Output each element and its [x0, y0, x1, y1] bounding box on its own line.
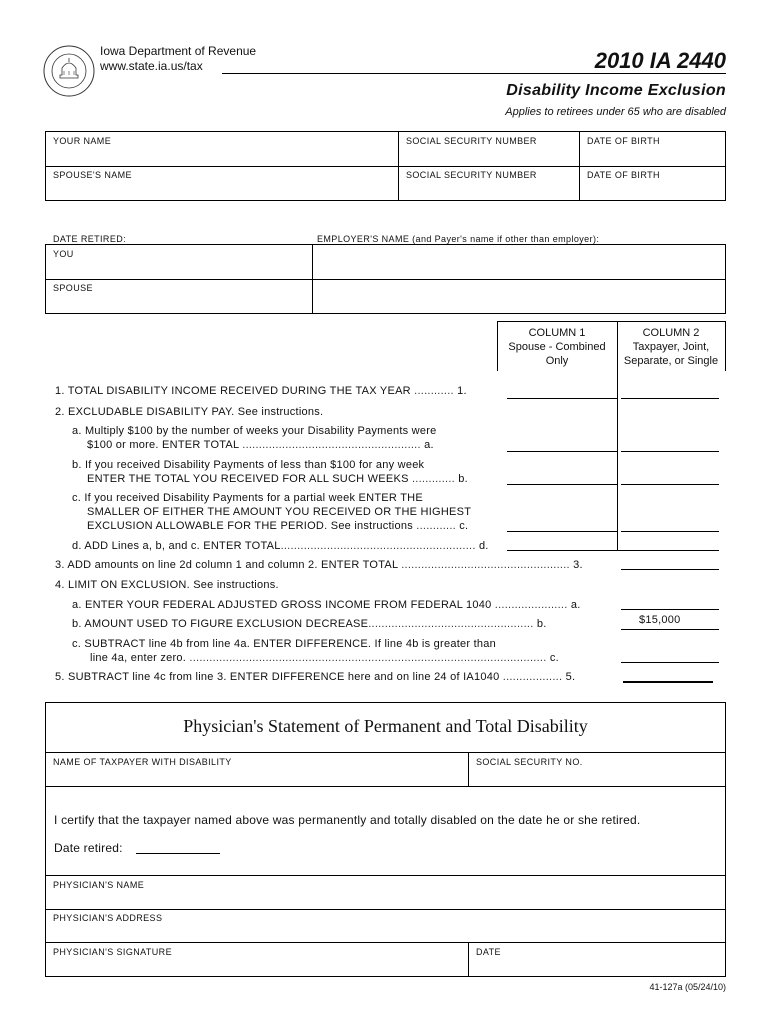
divider	[398, 131, 399, 201]
line-2b-2	[87, 473, 468, 485]
line-4a-ref: a.	[570, 599, 581, 611]
line-4c-ref: c.	[549, 652, 559, 664]
line-1-col2-input[interactable]	[621, 398, 719, 399]
line-4b-underline	[621, 629, 719, 630]
divider	[45, 752, 726, 753]
certification-text: I certify that the taxpayer named above was permanently and totally disabled on the date he or she retired.	[54, 813, 641, 827]
divider	[617, 321, 618, 551]
column-1-desc: Spouse - Combined	[508, 341, 606, 353]
line-4c-1: c. SUBTRACT line 4b from line 4a. ENTER DIFFERENCE. If line 4b is greater than	[72, 638, 496, 650]
line-2a-ref: a.	[424, 439, 434, 451]
divider	[579, 131, 580, 201]
line-2d-col2-input[interactable]	[617, 550, 719, 551]
you-employer-field[interactable]	[313, 245, 725, 278]
line-2b-col1-input[interactable]	[507, 484, 617, 485]
leader-dots: .............	[408, 473, 459, 485]
line-2c-text: EXCLUSION ALLOWABLE FOR THE PERIOD. See instructions	[87, 520, 413, 532]
physician-name-field[interactable]: PHYSICIAN'S NAME	[53, 880, 145, 890]
date-field[interactable]: DATE	[476, 947, 501, 957]
leader-dots: ..................	[499, 671, 566, 683]
column-2-desc: Separate, or Single	[623, 355, 719, 367]
line-1-text: 1. TOTAL DISABILITY INCOME RECEIVED DURING THE TAX YEAR	[55, 385, 411, 397]
leader-dots: ......................	[491, 599, 571, 611]
line-2d	[72, 540, 489, 552]
dob-field[interactable]: DATE OF BIRTH	[587, 136, 660, 146]
line-2c-col2-input[interactable]	[621, 531, 719, 532]
line-1-ref: 1.	[457, 385, 467, 397]
line-2b-ref: b.	[458, 473, 468, 485]
state-seal-icon	[42, 44, 96, 98]
line-1-col1-input[interactable]	[507, 398, 617, 399]
line-4a-input[interactable]	[621, 609, 719, 610]
divider	[45, 875, 726, 876]
line-2c-1: c. If you received Disability Payments for a partial week ENTER THE	[72, 492, 423, 504]
date-retired-text: Date retired:	[54, 841, 123, 855]
divider	[497, 321, 726, 322]
line-4a-text: a. ENTER YOUR FEDERAL ADJUSTED GROSS INCOME FROM FEDERAL 1040	[72, 599, 492, 611]
physician-title: Physician's Statement of Permanent and Total Disability	[183, 716, 588, 736]
line-2c-2: SMALLER OF EITHER THE AMOUNT YOU RECEIVED OR THE HIGHEST	[87, 506, 472, 518]
line-3-text: 3. ADD amounts on line 2d column 1 and column 2. ENTER TOTAL	[55, 559, 398, 571]
column-1-desc: Only	[545, 355, 569, 367]
line-2d-col1-input[interactable]	[507, 550, 617, 551]
line-4b	[72, 618, 547, 630]
line-2a-1: a. Multiply $100 by the number of weeks your Disability Payments were	[72, 425, 437, 437]
spouse-employer-field[interactable]	[313, 280, 725, 313]
line-2c-ref: c.	[459, 520, 469, 532]
line-4b-text: b. AMOUNT USED TO FIGURE EXCLUSION DECREASE	[72, 618, 369, 630]
physician-ssn-field[interactable]: SOCIAL SECURITY NO.	[476, 757, 583, 767]
leader-dots: ............................................................................................................	[186, 652, 550, 664]
divider	[468, 752, 469, 786]
leader-dots: ..................................................	[368, 618, 537, 630]
line-5	[55, 671, 575, 683]
employer-label: EMPLOYER'S NAME (and Payer's name if other than employer):	[317, 234, 600, 244]
line-3-input[interactable]	[621, 569, 719, 570]
line-2: 2. EXCLUDABLE DISABILITY PAY. See instructions.	[55, 406, 324, 418]
line-2a-col2-input[interactable]	[621, 451, 719, 452]
line-4: 4. LIMIT ON EXCLUSION. See instructions.	[55, 579, 279, 591]
divider	[497, 321, 498, 371]
column-2-title: COLUMN 2	[642, 327, 700, 339]
line-2b-text: ENTER THE TOTAL YOU RECEIVED FOR ALL SUCH WEEKS	[87, 473, 409, 485]
line-4b-value: $15,000	[639, 614, 681, 626]
you-retired-field[interactable]: YOU	[53, 249, 74, 259]
spouse-ssn-field[interactable]: SOCIAL SECURITY NUMBER	[406, 170, 537, 180]
line-4c-input[interactable]	[621, 662, 719, 663]
column-1-title: COLUMN 1	[528, 327, 586, 339]
divider	[45, 942, 726, 943]
line-1	[55, 385, 467, 397]
line-2d-ref: d.	[478, 540, 489, 552]
form-code: 41-127a (05/24/10)	[649, 982, 726, 992]
spouse-retired-field[interactable]: SPOUSE	[53, 283, 93, 293]
line-4c-text: line 4a, enter zero.	[90, 652, 187, 664]
agency-name: Iowa Department of Revenue	[100, 44, 257, 58]
line-2a-2	[87, 439, 434, 451]
divider	[468, 942, 469, 977]
leader-dots: ............	[413, 520, 460, 532]
line-4c-2	[90, 652, 559, 664]
agency-website[interactable]: www.state.ia.us/tax	[100, 59, 203, 73]
line-5-input[interactable]	[623, 681, 713, 683]
line-3-ref: 3.	[573, 559, 583, 571]
line-2c-3	[87, 520, 468, 532]
ssn-field[interactable]: SOCIAL SECURITY NUMBER	[406, 136, 537, 146]
divider	[725, 321, 726, 371]
leader-dots: ............	[410, 385, 458, 397]
form-number: 2010 IA 2440	[594, 48, 726, 73]
line-2a-col1-input[interactable]	[507, 451, 617, 452]
column-1-header	[497, 326, 617, 368]
form-subtitle: Applies to retirees under 65 who are disabled	[505, 106, 726, 118]
line-2c-col1-input[interactable]	[507, 531, 617, 532]
line-4b-ref: b.	[536, 618, 547, 630]
divider	[45, 166, 726, 167]
divider	[45, 909, 726, 910]
taxpayer-name-field[interactable]: NAME OF TAXPAYER WITH DISABILITY	[53, 757, 232, 767]
date-retired-row	[54, 841, 123, 855]
line-4a	[72, 599, 581, 611]
line-2b-col2-input[interactable]	[621, 484, 719, 485]
line-5-text: 5. SUBTRACT line 4c from line 3. ENTER DIFFERENCE here and on line 24 of IA1040	[55, 671, 500, 683]
column-2-header	[617, 326, 725, 368]
physician-address-field[interactable]: PHYSICIAN'S ADDRESS	[53, 913, 163, 923]
your-name-field[interactable]: YOUR NAME	[53, 136, 112, 146]
form-title: Disability Income Exclusion	[506, 82, 726, 99]
physician-signature-field[interactable]: PHYSICIAN'S SIGNATURE	[53, 947, 172, 957]
line-5-ref: 5.	[565, 671, 576, 683]
leader-dots: ...................................................	[397, 559, 574, 571]
line-2b-1: b. If you received Disability Payments of less than $100 for any week	[72, 459, 425, 471]
spouse-name-field[interactable]: SPOUSE'S NAME	[53, 170, 132, 180]
leader-dots: ...........................................................	[280, 540, 479, 552]
agency-block	[100, 44, 256, 74]
column-2-desc: Taxpayer, Joint,	[632, 341, 710, 353]
physician-statement-box	[45, 702, 726, 977]
date-retired-label: DATE RETIRED:	[53, 234, 127, 244]
spouse-dob-field[interactable]: DATE OF BIRTH	[587, 170, 660, 180]
line-2a-text: $100 or more. ENTER TOTAL	[87, 439, 239, 451]
line-2d-text: d. ADD Lines a, b, and c. ENTER TOTAL	[72, 540, 281, 552]
line-3	[55, 559, 583, 571]
leader-dots: ......................................................	[238, 439, 425, 451]
date-retired-input[interactable]	[136, 853, 220, 854]
divider	[45, 786, 726, 787]
